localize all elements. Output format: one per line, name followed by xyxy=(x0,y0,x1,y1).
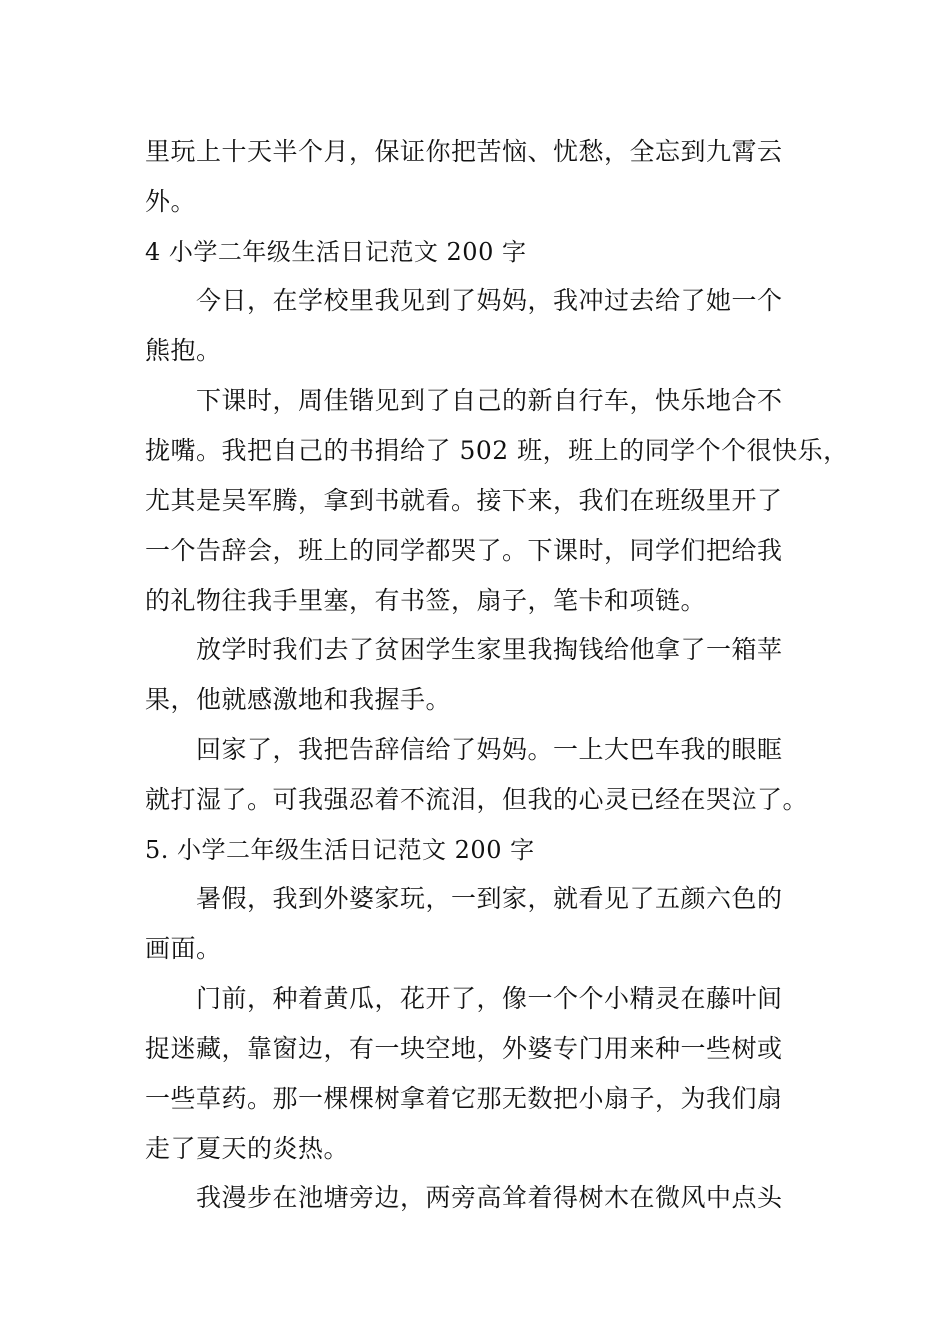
paragraph-start: 今日，在学校里我见到了妈妈，我冲过去给了她一个 xyxy=(196,286,783,315)
text-line: 拢嘴。我把自己的书捐给了 502 班，班上的同学个个很快乐， xyxy=(145,436,849,465)
text-line: 外。 xyxy=(145,187,197,216)
paragraph-start: 门前，种着黄瓜，花开了，像一个个小精灵在藤叶间 xyxy=(196,984,783,1013)
text-line: 画面。 xyxy=(145,934,222,963)
paragraph-start: 回家了，我把告辞信给了妈妈。一上大巴车我的眼眶 xyxy=(196,735,783,764)
text-line: 捉迷藏，靠窗边，有一块空地，外婆专门用来种一些树或 xyxy=(145,1034,783,1063)
paragraph-start: 下课时，周佳锴见到了自己的新自行车，快乐地合不 xyxy=(196,386,783,415)
paragraph-start: 暑假，我到外婆家玩，一到家，就看见了五颜六色的 xyxy=(196,884,783,913)
section-heading-4: 4 小学二年级生活日记范文 200 字 xyxy=(145,238,527,266)
text-line: 一些草药。那一棵棵树拿着它那无数把小扇子，为我们扇 xyxy=(145,1084,783,1113)
text-line: 尤其是吴军腾，拿到书就看。接下来，我们在班级里开了 xyxy=(145,486,783,515)
text-line: 走了夏天的炎热。 xyxy=(145,1134,350,1163)
text-line: 的礼物往我手里塞，有书签，扇子，笔卡和项链。 xyxy=(145,586,707,615)
paragraph-start: 放学时我们去了贫困学生家里我掏钱给他拿了一箱苹 xyxy=(196,635,783,664)
text-line: 熊抱。 xyxy=(145,336,222,365)
text-line: 里玩上十天半个月，保证你把苦恼、忧愁，全忘到九霄云 xyxy=(145,137,783,166)
text-line: 就打湿了。可我强忍着不流泪，但我的心灵已经在哭泣了。 xyxy=(145,785,809,814)
text-line: 果，他就感激地和我握手。 xyxy=(145,685,452,714)
text-line: 一个告辞会，班上的同学都哭了。下课时，同学们把给我 xyxy=(145,536,783,565)
section-heading-5: 5. 小学二年级生活日记范文 200 字 xyxy=(145,836,535,864)
paragraph-start: 我漫步在池塘旁边，两旁高耸着得树木在微风中点头 xyxy=(196,1183,783,1212)
